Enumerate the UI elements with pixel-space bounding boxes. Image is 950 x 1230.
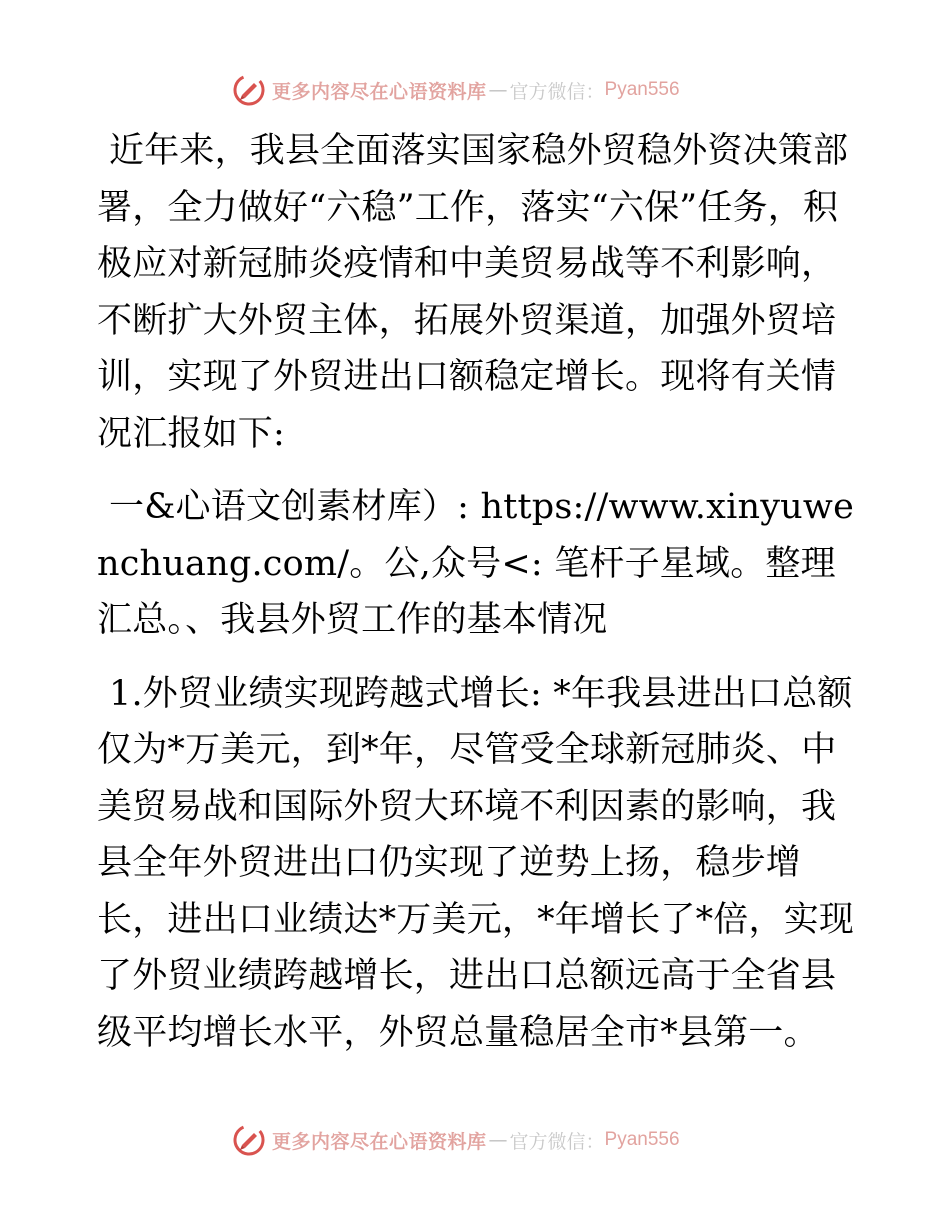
watermark-official-label: 官方微信： xyxy=(509,80,605,103)
watermark-contact-id: Pyan556 xyxy=(604,79,680,100)
footer-watermark xyxy=(232,1120,680,1160)
watermark-dash: — xyxy=(488,1129,508,1151)
watermark-official-label: 官方微信： xyxy=(509,1130,605,1153)
brush-stroke-logo-icon xyxy=(232,1123,266,1157)
watermark-contact-id: Pyan556 xyxy=(604,1129,680,1150)
header-watermark xyxy=(232,70,680,110)
paragraph-item-1: 1.外贸业绩实现跨越式增长: *年我县进出口总额仅为*万美元，到*年，尽管受全球新冠肺炎、中美贸易战和国际外贸大环境不利因素的影响，我县全年外贸进出口仍实现了逆势上扬，稳步增长，进出口业绩达*万美元，*年增长了*倍，实现了外贸业绩跨越增长，进出口总额远高于全省县级平均增长水平，外贸总量稳居全市*县第一。 xyxy=(97,673,855,1053)
document-body xyxy=(97,123,857,1061)
watermark-title: 更多内容尽在心语资料库 xyxy=(272,1130,487,1153)
paragraph-intro: 近年来，我县全面落实国家稳外贸稳外资决策部署，全力做好“六稳”工作，落实“六保”任务，积极应对新冠肺炎疫情和中美贸易战等不利影响，不断扩大外贸主体，拓展外贸渠道，加强外贸培训，实现了外贸进出口额稳定增长。现将有关情况汇报如下: xyxy=(97,131,849,454)
paragraph-section-heading: 一&心语文创素材库）: https://www.xinyuwenchuang.com/。公,众号<: 笔杆子星域。整理汇总。、我县外贸工作的基本情况 xyxy=(97,487,854,640)
brush-stroke-logo-icon xyxy=(232,73,266,107)
watermark-dash: — xyxy=(488,79,508,101)
watermark-title: 更多内容尽在心语资料库 xyxy=(272,80,487,103)
